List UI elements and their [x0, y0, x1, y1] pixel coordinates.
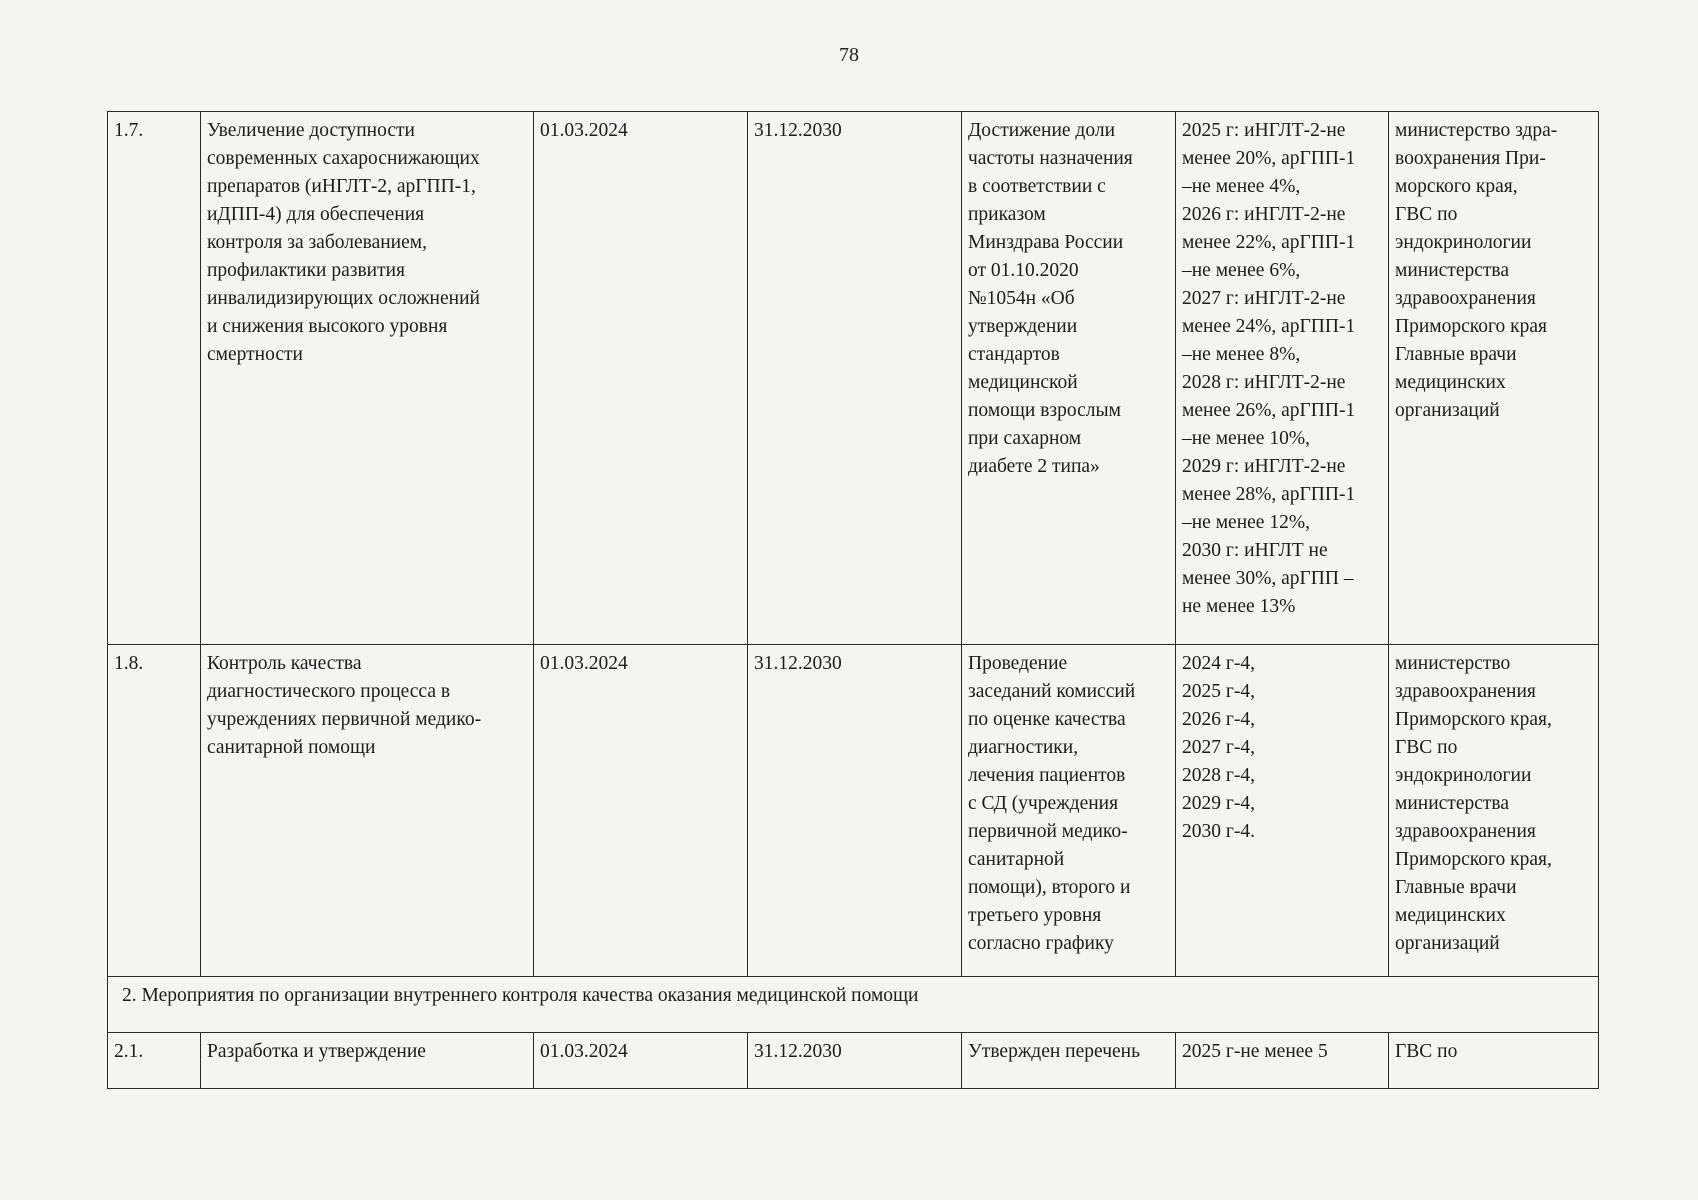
cell-end-date: 31.12.2030 [748, 645, 962, 977]
page-number: 78 [839, 44, 859, 66]
section-heading-row [108, 977, 1599, 1033]
cell-activity: Контроль качества диагностического процесса в учреждениях первичной медико- санитарной помощи [201, 645, 534, 977]
section-heading: 2. Мероприятия по организации внутреннего контроля качества оказания медицинской помощи [108, 977, 1599, 1033]
cell-indicator: 2025 г-не менее 5 [1176, 1033, 1389, 1089]
cell-expected-result: Проведение заседаний комиссий по оценке качества диагностики, лечения пациентов с СД (учреждения первичной медико- санитарной помощи), второго и третьего уровня согласно графику [962, 645, 1176, 977]
cell-number: 2.1. [108, 1033, 201, 1089]
cell-expected-result: Утвержден перечень [962, 1033, 1176, 1089]
cell-responsible: министерство здра- воохранения При- морского края, ГВС по эндокринологии министерства здравоохранения Приморского края Главные врачи медицинских организаций [1389, 112, 1599, 645]
table-row [108, 1033, 1599, 1089]
cell-indicator: 2025 г: иНГЛТ-2-не менее 20%, арГПП-1 –не менее 4%, 2026 г: иНГЛТ-2-не менее 22%, арГПП-1 –не менее 6%, 2027 г: иНГЛТ-2-не менее 24%, арГПП-1 –не менее 8%, 2028 г: иНГЛТ-2-не менее 26%, арГПП-1 –не менее 10%, 2029 г: иНГЛТ-2-не менее 28%, арГПП-1 –не менее 12%, 2030 г: иНГЛТ не менее 30%, арГПП – не менее 13% [1176, 112, 1389, 645]
cell-start-date: 01.03.2024 [534, 645, 748, 977]
cell-number: 1.7. [108, 112, 201, 645]
cell-start-date: 01.03.2024 [534, 1033, 748, 1089]
cell-responsible: министерство здравоохранения Приморского края, ГВС по эндокринологии министерства здравоохранения Приморского края, Главные врачи медицинских организаций [1389, 645, 1599, 977]
table-row [108, 112, 1599, 645]
cell-start-date: 01.03.2024 [534, 112, 748, 645]
cell-end-date: 31.12.2030 [748, 1033, 962, 1089]
cell-end-date: 31.12.2030 [748, 112, 962, 645]
cell-expected-result: Достижение доли частоты назначения в соответствии с приказом Минздрава России от 01.10.2020 №1054н «Об утверждении стандартов медицинской помощи взрослым при сахарном диабете 2 типа» [962, 112, 1176, 645]
table-row [108, 645, 1599, 977]
measures-table [107, 111, 1599, 1089]
cell-activity: Увеличение доступности современных сахароснижающих препаратов (иНГЛТ-2, арГПП-1, иДПП-4) для обеспечения контроля за заболеванием, профилактики развития инвалидизирующих осложнений и снижения высокого уровня смертности [201, 112, 534, 645]
cell-indicator: 2024 г-4, 2025 г-4, 2026 г-4, 2027 г-4, 2028 г-4, 2029 г-4, 2030 г-4. [1176, 645, 1389, 977]
cell-number: 1.8. [108, 645, 201, 977]
cell-responsible: ГВС по [1389, 1033, 1599, 1089]
cell-activity: Разработка и утверждение [201, 1033, 534, 1089]
